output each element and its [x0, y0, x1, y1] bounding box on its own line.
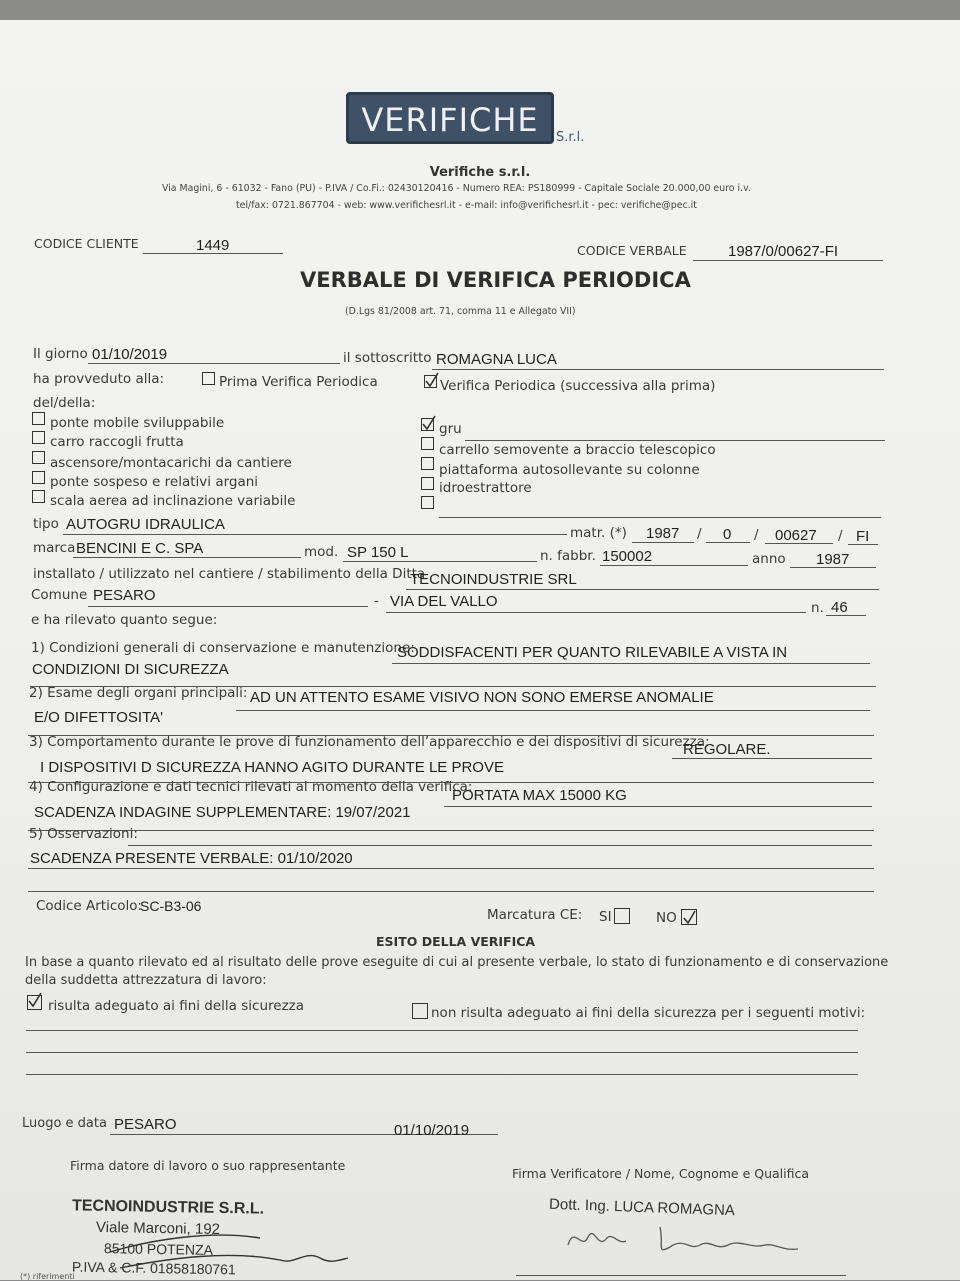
first-check-label: Prima Verifica Periodica — [219, 374, 378, 390]
logo-suffix: S.r.l. — [556, 130, 585, 145]
marca-label: marca — [33, 540, 76, 556]
report-code-value: 1987/0/00627-FI — [728, 243, 839, 260]
inspector-sign-line — [516, 1275, 846, 1276]
anno-value: 1987 — [816, 551, 850, 568]
equip-left-checkbox-2[interactable] — [32, 431, 45, 444]
q3-answer-2: I DISPOSITIVI D SICUREZZA HANNO AGITO DURANTE LE PROVE — [40, 759, 504, 776]
check-mark-icon — [681, 908, 697, 926]
anno-label: anno — [752, 551, 786, 567]
outcome-text-1: In base a quanto rilevato ed al risultato delle prove eseguite di cui al presente verbale, lo stato di funzionamento e di conservazione — [25, 955, 889, 970]
inspector-name: Dott. Ing. LUCA ROMAGNA — [548, 1195, 736, 1220]
stamp-city: 85100 POTENZA — [103, 1240, 214, 1258]
stamp-street: Viale Marconi, 192 — [95, 1218, 221, 1239]
q4-answer-2: SCADENZA INDAGINE SUPPLEMENTARE: 19/07/2021 — [34, 804, 411, 821]
inspector-signature-icon — [560, 1215, 820, 1265]
company-logo — [346, 92, 554, 144]
q5-label: 5) Osservazioni: — [29, 826, 138, 842]
q4-answer-1: PORTATA MAX 15000 KG — [452, 787, 627, 804]
reason-line-1 — [26, 1030, 858, 1031]
check-mark-icon — [421, 414, 437, 432]
periodic-check-checkbox[interactable] — [424, 375, 437, 388]
check-mark-icon — [424, 371, 440, 389]
n-value: 46 — [831, 599, 848, 616]
matr-line-1 — [632, 542, 694, 543]
matr-3: 00627 — [775, 527, 817, 544]
footnote: (*) riferimenti — [20, 1272, 75, 1281]
marca-line — [73, 557, 301, 558]
outcome-not-ok-label: non risulta adeguato ai fini della sicurezza per i seguenti motivi: — [431, 1005, 866, 1021]
equip-right-label-2: carrello semovente a braccio telescopico — [439, 442, 716, 458]
equip-right-label-3: piattaforma autosollevante su colonne — [439, 462, 700, 478]
signer-line — [432, 369, 884, 370]
q2-answer-1: AD UN ATTENTO ESAME VISIVO NON SONO EMERSE ANOMALIE — [250, 689, 714, 706]
outcome-heading: ESITO DELLA VERIFICA — [376, 934, 536, 949]
company-contacts: tel/fax: 0721.867704 - web: www.verifichesrl.it - e-mail: info@verifichesrl.it - pec: verifiche@pec.it — [236, 200, 697, 211]
periodic-check-label: Verifica Periodica (successiva alla prima) — [440, 378, 716, 394]
outcome-text-2: della suddetta attrezzatura di lavoro: — [25, 973, 267, 988]
n-label: n. — [811, 600, 824, 616]
outcome-ok-checkbox[interactable] — [27, 995, 42, 1010]
q1-answer-1: SODDISFACENTI PER QUANTO RILEVABILE A VISTA IN — [397, 644, 788, 661]
first-check-checkbox[interactable] — [202, 372, 215, 385]
ce-no-checkbox[interactable] — [681, 909, 697, 925]
equip-left-checkbox-4[interactable] — [32, 471, 45, 484]
equip-right-checkbox-3[interactable] — [421, 457, 434, 470]
comune-value: PESARO — [93, 587, 156, 604]
provided-label: ha provveduto alla: — [33, 371, 165, 387]
date-label: Il giorno — [33, 346, 88, 362]
q5-line-2 — [28, 868, 874, 869]
date-line — [88, 363, 340, 364]
matr-sep-3: / — [838, 528, 843, 544]
equip-other-line — [439, 517, 881, 518]
comune-line — [88, 606, 368, 607]
q1-line-1 — [392, 663, 870, 664]
outcome-ok-label: risulta adeguato ai fini della sicurezza — [48, 998, 305, 1014]
outcome-not-ok-checkbox[interactable] — [412, 1003, 428, 1019]
matr-2: 0 — [723, 526, 732, 543]
q1-answer-2: CONDIZIONI DI SICUREZZA — [32, 661, 229, 678]
q1-label: 1) Condizioni generali di conservazione e manutenzione: — [31, 640, 415, 656]
logo-brand: VERIFICHE — [361, 101, 539, 139]
client-code-value: 1449 — [196, 237, 230, 254]
q4-line-1 — [444, 806, 872, 807]
equip-right-checkbox-4[interactable] — [421, 477, 434, 490]
report-code-line — [693, 260, 883, 261]
comune-label: Comune — [31, 587, 88, 603]
stamp-company: TECNOINDUSTRIE S.R.L. — [71, 1197, 265, 1218]
ce-si-checkbox[interactable] — [614, 908, 630, 924]
matr-4: FI — [856, 528, 870, 545]
article-code-value: SC-B3-06 — [140, 898, 202, 914]
q2-answer-2: E/O DIFETTOSITA' — [34, 709, 163, 726]
mod-line — [343, 561, 537, 562]
via-line — [386, 612, 806, 613]
equip-right-label-4: idroestrattore — [439, 480, 532, 496]
signer-value: ROMAGNA LUCA — [436, 351, 557, 368]
q3-label: 3) Comportamento durante le prove di funzionamento dell’apparecchio e dei dispositivi di sicurezza: — [29, 734, 710, 750]
place-value: PESARO — [114, 1116, 177, 1133]
equip-left-label-4: ponte sospeso e relativi argani — [50, 474, 259, 490]
q3-line-1 — [672, 758, 872, 759]
matr-1: 1987 — [646, 525, 680, 542]
equip-right-label-1: gru — [439, 421, 462, 437]
tipo-line — [63, 534, 567, 535]
of-label: del/della: — [33, 395, 96, 411]
q3-answer-1: REGOLARE. — [683, 741, 771, 758]
marca-value: BENCINI E C. SPA — [76, 540, 204, 557]
document-title: VERBALE DI VERIFICA PERIODICA — [300, 268, 691, 292]
fabbr-value: 150002 — [602, 548, 653, 565]
q4-line-2 — [28, 830, 874, 831]
equip-left-label-1: ponte mobile sviluppabile — [50, 415, 225, 431]
inspector-sign-label: Firma Verificatore / Nome, Cognome e Qualifica — [512, 1166, 810, 1181]
client-code-label: CODICE CLIENTE — [34, 236, 139, 251]
date-footer-value: 01/10/2019 — [394, 1122, 470, 1139]
tipo-label: tipo — [33, 516, 59, 532]
equip-left-checkbox-3[interactable] — [32, 451, 45, 464]
company-address: Via Magini, 6 - 61032 - Fano (PU) - P.IVA / Co.Fi.: 02430120416 - Numero REA: PS180999 - Capitale Sociale 20.000,00 euro i.v. — [162, 183, 751, 194]
equip-right-checkbox-5[interactable] — [421, 496, 434, 509]
company-name: Verifiche s.r.l. — [429, 165, 531, 180]
stamp-vat: P.IVA & C.F. 01858180761 — [71, 1258, 236, 1278]
via-value: VIA DEL VALLO — [390, 593, 498, 610]
site-value: TECNOINDUSTRIE SRL — [410, 571, 577, 588]
place-label: Luogo e data — [22, 1116, 107, 1131]
matr-label: matr. (*) — [570, 525, 627, 541]
equip-gru-line — [465, 440, 885, 441]
reason-line-2 — [26, 1052, 858, 1053]
q4-label: 4) Configurazione e dati tecnici rilevati al momento della verifica: — [29, 779, 473, 795]
q5-answer: SCADENZA PRESENTE VERBALE: 01/10/2020 — [30, 850, 353, 867]
ce-si-label: SI — [599, 909, 612, 925]
matr-sep-1: / — [697, 526, 702, 542]
matr-sep-2: / — [754, 527, 759, 543]
employer-signature-icon — [90, 1220, 350, 1280]
via-dash: - — [374, 593, 379, 609]
signer-label: il sottoscritto — [343, 350, 432, 366]
q2-line-1 — [236, 710, 870, 711]
date-value: 01/10/2019 — [92, 346, 168, 363]
fabbr-line — [600, 565, 748, 566]
document-subtitle: (D.Lgs 81/2008 art. 71, comma 11 e Allegato VII) — [345, 306, 576, 317]
equip-right-checkbox-1[interactable] — [421, 418, 434, 431]
ce-label: Marcatura CE: — [487, 907, 583, 923]
site-label: installato / utilizzato nel cantiere / stabilimento della Ditta — [33, 566, 426, 582]
equip-left-label-3: ascensore/montacarichi da cantiere — [50, 455, 292, 471]
article-code-label: Codice Articolo: — [36, 898, 143, 914]
check-mark-icon — [27, 991, 43, 1009]
employer-sign-label: Firma datore di lavoro o suo rappresentante — [70, 1158, 346, 1173]
equip-left-checkbox-5[interactable] — [32, 490, 45, 503]
equip-left-label-5: scala aerea ad inclinazione variabile — [50, 493, 296, 509]
q5-line-1 — [128, 845, 872, 846]
reason-line-3 — [26, 1074, 858, 1075]
equip-left-label-2: carro raccogli frutta — [50, 434, 184, 450]
found-label: e ha rilevato quanto segue: — [31, 612, 218, 628]
ce-no-label: NO — [656, 910, 677, 926]
mod-value: SP 150 L — [347, 544, 409, 561]
site-line — [406, 589, 879, 590]
fabbr-label: n. fabbr. — [540, 548, 596, 564]
mod-label: mod. — [304, 544, 339, 560]
report-code-label: CODICE VERBALE — [577, 243, 687, 258]
q5-line-3 — [28, 891, 874, 892]
tipo-value: AUTOGRU IDRAULICA — [66, 516, 225, 533]
q2-label: 2) Esame degli organi principali: — [29, 685, 248, 701]
equip-right-checkbox-2[interactable] — [421, 437, 434, 450]
equip-left-checkbox-1[interactable] — [32, 412, 45, 425]
